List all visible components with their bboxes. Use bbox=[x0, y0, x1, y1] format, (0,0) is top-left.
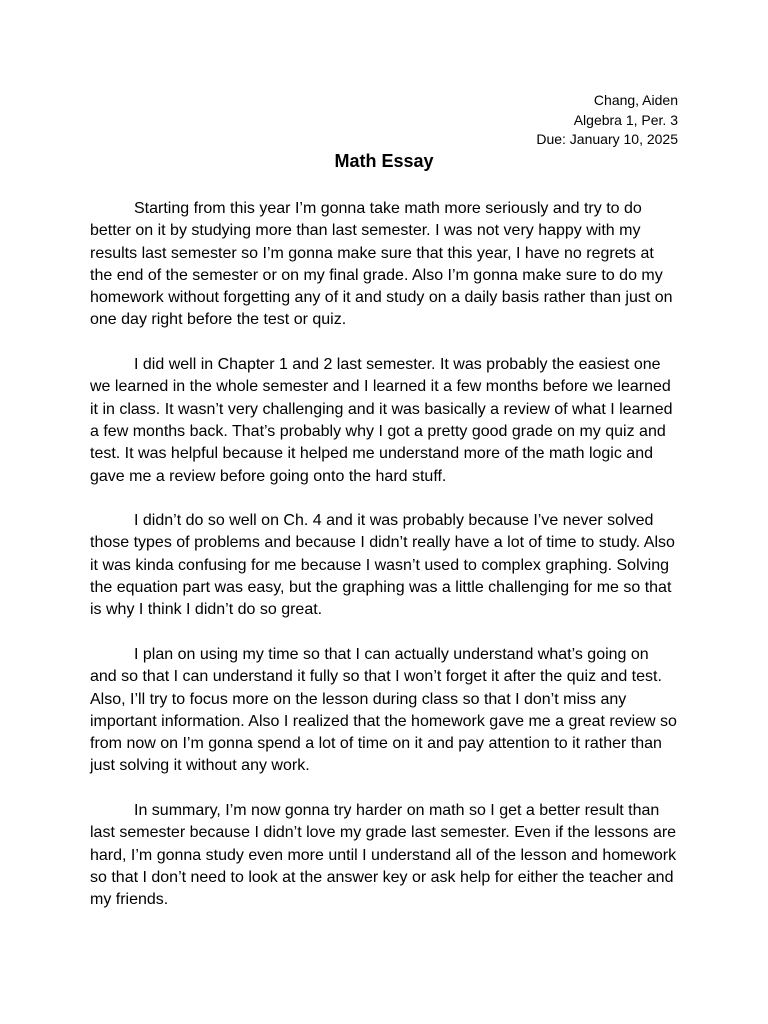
student-header bbox=[536, 91, 678, 150]
class-period: Algebra 1, Per. 3 bbox=[573, 111, 678, 128]
essay-body bbox=[90, 198, 679, 934]
paragraph-chapter-4: I didn’t do so well on Ch. 4 and it was probably because I’ve never solved those types of problems and because I didn’t really have a lot of time to study. Also it was kinda confusing for me because I wasn’t used to complex graphing. Solving the equation part was easy, but the graphing was a little challenging for me so that is why I think I didn’t do so great. bbox=[90, 512, 675, 619]
paragraph-summary: In summary, I’m now gonna try harder on math so I get a better result than last semester because I didn’t love my grade last semester. Even if the lessons are hard, I’m gonna study even more until I understand all of the lesson and homework so that I don’t need to look at the answer key or ask help for either the teacher and my friends. bbox=[90, 802, 677, 909]
paragraph-intro: Starting from this year I’m gonna take math more seriously and try to do better on it by studying more than last semester. I was not very happy with my results last semester so I’m gonna make sure that this year, I have no regrets at the end of the semester or on my final grade. Also I’m gonna make sure to do my homework without forgetting any of it and study on a daily basis rather than just on one day right before the test or quiz. bbox=[90, 200, 673, 329]
student-name: Chang, Aiden bbox=[593, 92, 678, 108]
paragraph-plan: I plan on using my time so that I can actually understand what’s going on and so that I can understand it fully so that I won’t forget it after the quiz and test. Also, I’ll try to focus more on the lesson during class so that I don’t miss any important information. Also I realized that the homework gave me a great review so from now on I’m gonna spend a lot of time on it and pay attention to it rather than just solving it without any work. bbox=[90, 645, 677, 775]
essay-title: Math Essay bbox=[334, 151, 434, 171]
due-date: Due: January 10, 2025 bbox=[536, 131, 678, 147]
paragraph-chapters-1-2: I did well in Chapter 1 and 2 last semester. It was probably the easiest one we learned in the whole semester and I learned it a few months before we learned it in class. It wasn’t very challenging and it was basically a review of what I learned a few months back. That’s probably why I got a pretty good grade on my quiz and test. It was helpful because it helped me understand more of the math logic and gave me a review before going onto the hard stuff. bbox=[90, 356, 673, 485]
